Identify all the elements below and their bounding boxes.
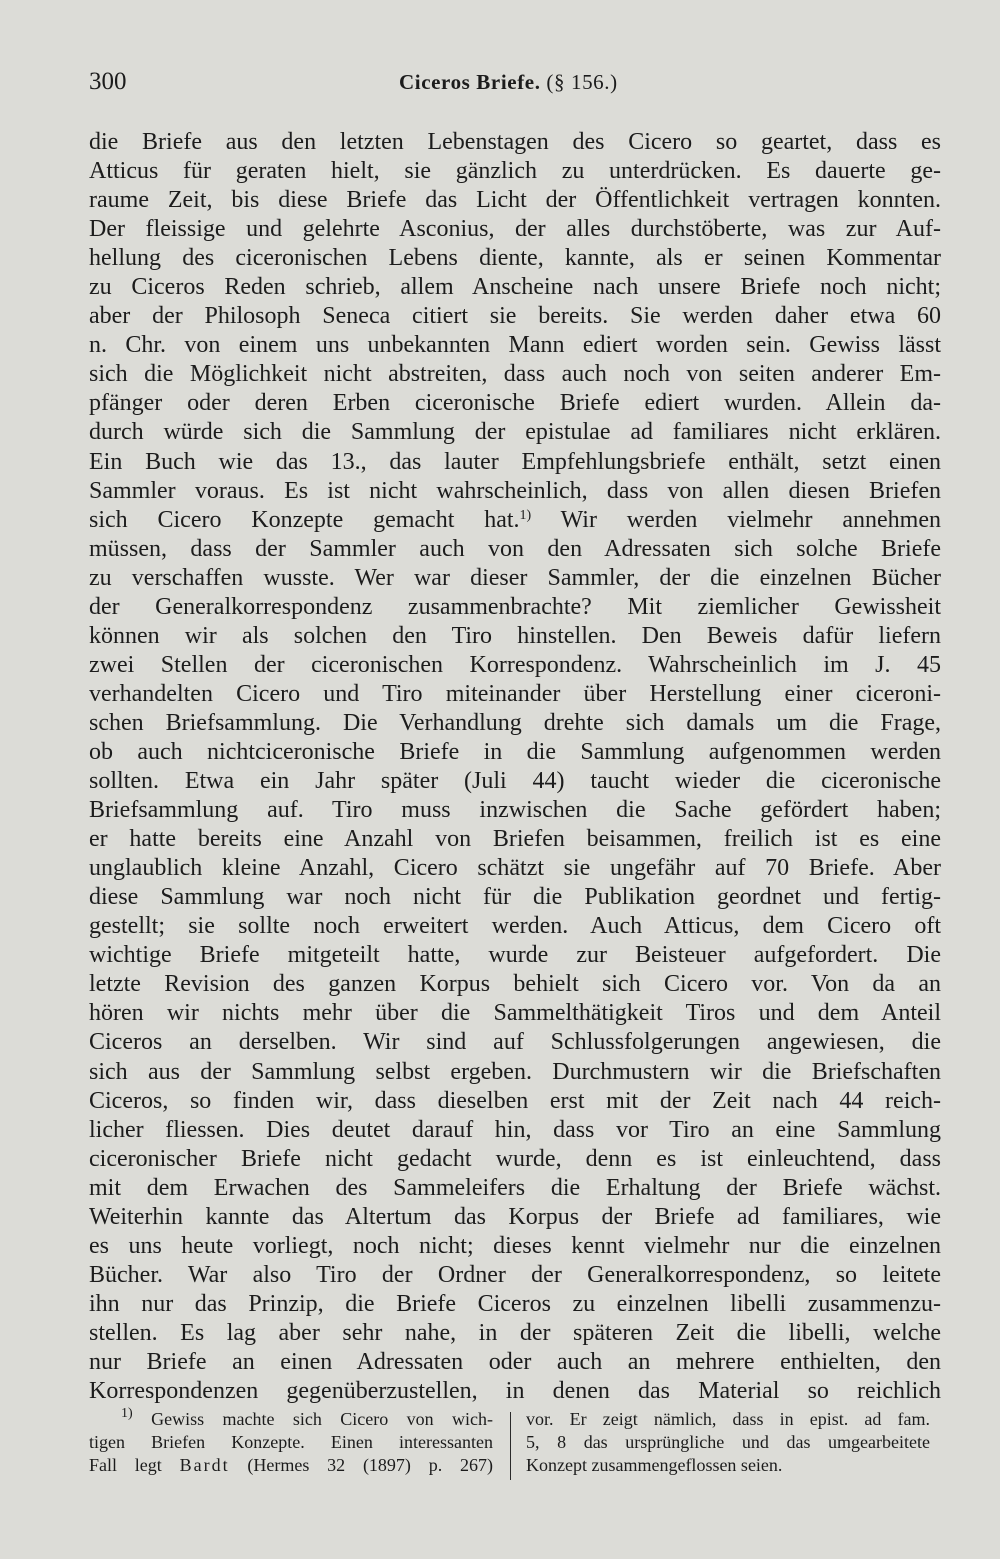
page-header — [89, 68, 941, 104]
text-line: können wir als solchen den Tiro hinstellen. Den Beweis dafür liefern — [89, 622, 941, 649]
text-line: es uns heute vorliegt, noch nicht; dieses kennt vielmehr nur die einzelnen — [89, 1232, 941, 1259]
footnote-text: Fall legt — [89, 1455, 162, 1475]
footnote-line: 5, 8 das ursprüngliche und das umgearbeitete — [526, 1432, 930, 1452]
text-line: schen Briefsammlung. Die Verhandlung drehte sich damals um die Frage, — [89, 709, 941, 736]
text-line: sich die Möglichkeit nicht abstreiten, dass auch noch von seiten anderer Em- — [89, 361, 941, 388]
footnote-column-right — [526, 1408, 930, 1477]
footnote-line — [89, 1454, 493, 1477]
text-line: zu Ciceros Reden schrieb, allem Anscheine nach unsere Briefe noch nicht; — [89, 274, 941, 301]
text-line: hellung des ciceronischen Lebens diente, kannte, als er seinen Kommentar — [89, 245, 941, 272]
text-line: ob auch nichtciceronische Briefe in die Sammlung aufgenommen werden — [89, 738, 941, 765]
text-line: er hatte bereits eine Anzahl von Briefen beisammen, freilich ist es eine — [89, 826, 941, 853]
footnotes — [89, 1408, 941, 1488]
body-text — [89, 128, 941, 1406]
text-line: hören wir nichts mehr über die Sammelthätigkeit Tiros und dem Anteil — [89, 1000, 941, 1027]
footnote-reference: 1) — [519, 507, 532, 523]
text-line: Briefsammlung auf. Tiro muss inzwischen die Sache gefördert haben; — [89, 797, 941, 824]
text-line: ihn nur das Prinzip, die Briefe Ciceros zu einzelnen libelli zusammenzu- — [89, 1290, 941, 1317]
text-line-with-footnote — [89, 506, 941, 535]
text-line: mit dem Erwachen des Sammeleifers die Erhaltung der Briefe wächst. — [89, 1174, 941, 1201]
text-line: müssen, dass der Sammler auch von den Adressaten sich solche Briefe — [89, 535, 941, 562]
footnote-line — [89, 1408, 493, 1431]
text-line: wichtige Briefe mitgeteilt hatte, wurde zur Beisteuer aufgefordert. Die — [89, 942, 941, 969]
text-line: n. Chr. von einem uns unbekannten Mann ediert worden sein. Gewiss lässt — [89, 332, 941, 359]
footnote-column-divider — [510, 1412, 511, 1480]
text-line: verhandelten Cicero und Tiro miteinander über Herstellung einer ciceroni- — [89, 680, 941, 707]
footnote-author-name: Bardt — [179, 1455, 230, 1475]
text-line: sich aus der Sammlung selbst ergeben. Durchmustern wir die Briefschaften — [89, 1058, 941, 1085]
text-line: aber der Philosoph Seneca citiert sie bereits. Sie werden daher etwa 60 — [89, 303, 941, 330]
text-line: Ciceros, so finden wir, dass dieselben erst mit der Zeit nach 44 reich- — [89, 1087, 941, 1114]
text-line: Sammler voraus. Es ist nicht wahrscheinlich, dass von allen diesen Briefen — [89, 477, 941, 504]
text-line: diese Sammlung war noch nicht für die Publikation geordnet und fertig- — [89, 884, 941, 911]
page-number: 300 — [89, 68, 127, 95]
text-fragment: sich Cicero Konzepte gemacht hat. — [89, 506, 520, 533]
footnote-marker: 1) — [121, 1406, 133, 1421]
footnote-text: Gewiss machte sich Cicero von wich- — [151, 1409, 493, 1429]
text-line: Bücher. War also Tiro der Ordner der Generalkorrespondenz, so leitete — [89, 1261, 941, 1288]
text-line: durch würde sich die Sammlung der epistulae ad familiares nicht erklären. — [89, 419, 941, 446]
text-line: licher fliessen. Dies deutet darauf hin, dass vor Tiro an eine Sammlung — [89, 1116, 941, 1143]
footnote-line: tigen Briefen Konzepte. Einen interessanten — [89, 1432, 493, 1452]
text-line: Der fleissige und gelehrte Asconius, der alles durchstöberte, was zur Auf- — [89, 216, 941, 243]
text-line: raume Zeit, bis diese Briefe das Licht der Öffentlichkeit vertragen konnten. — [89, 187, 941, 214]
text-line: sollten. Etwa ein Jahr später (Juli 44) taucht wieder die ciceronische — [89, 768, 941, 795]
text-line: stellen. Es lag aber sehr nahe, in der späteren Zeit die libelli, welche — [89, 1319, 941, 1346]
text-line: unglaublich kleine Anzahl, Cicero schätzt sie ungefähr auf 70 Briefe. Aber — [89, 855, 941, 882]
text-line: letzte Revision des ganzen Korpus behielt sich Cicero vor. Von da an — [89, 971, 941, 998]
text-line: Ciceros an derselben. Wir sind auf Schlussfolgerungen angewiesen, die — [89, 1029, 941, 1056]
running-title-text: Ciceros Briefe. — [399, 70, 541, 94]
text-line: ciceronischer Briefe nicht gedacht wurde, denn es ist einleuchtend, dass — [89, 1145, 941, 1172]
text-line: Weiterhin kannte das Altertum das Korpus der Briefe ad familiares, wie — [89, 1203, 941, 1230]
text-line: die Briefe aus den letzten Lebenstagen des Cicero so geartet, dass es — [89, 129, 941, 155]
text-line: Atticus für geraten hielt, sie gänzlich zu unterdrücken. Es dauerte ge- — [89, 158, 941, 185]
text-line: zwei Stellen der ciceronischen Korrespondenz. Wahrscheinlich im J. 45 — [89, 651, 941, 678]
text-line: Korrespondenzen gegenüberzustellen, in denen das Material so reichlich — [89, 1378, 941, 1405]
text-line: Ein Buch wie das 13., das lauter Empfehlungsbriefe enthält, setzt einen — [89, 448, 941, 475]
text-line: der Generalkorrespondenz zusammenbrachte? Mit ziemlicher Gewissheit — [89, 593, 941, 620]
text-line: pfänger oder deren Erben ciceronische Briefe ediert wurden. Allein da- — [89, 390, 941, 417]
section-reference: (§ 156.) — [546, 70, 618, 94]
footnote-line: vor. Er zeigt nämlich, dass in epist. ad fam. — [526, 1409, 930, 1429]
footnote-column-left — [89, 1408, 493, 1477]
running-title — [399, 70, 618, 95]
footnote-line: Konzept zusammengeflossen seien. — [526, 1455, 783, 1475]
text-line: gestellt; sie sollte noch erweitert werden. Auch Atticus, dem Cicero oft — [89, 913, 941, 940]
footnote-text: (Hermes 32 (1897) p. 267) — [247, 1455, 494, 1475]
text-line: zu verschaffen wusste. Wer war dieser Sammler, der die einzelnen Bücher — [89, 564, 941, 591]
text-fragment: Wir werden vielmehr annehmen — [560, 506, 942, 533]
text-line: nur Briefe an einen Adressaten oder auch an mehrere enthielten, den — [89, 1348, 941, 1375]
